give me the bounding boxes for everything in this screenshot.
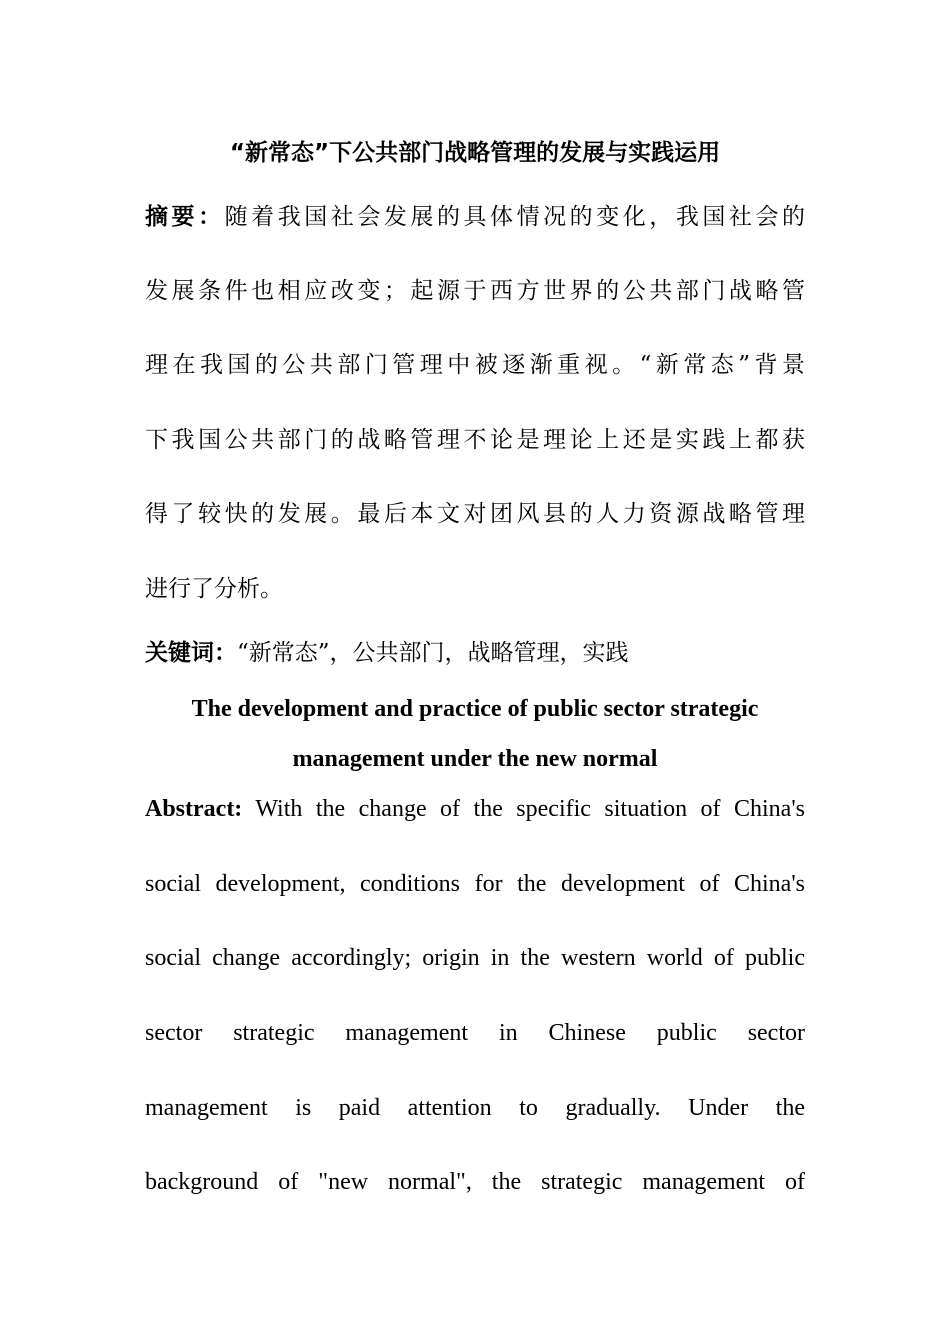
english-abstract-line-5: management is paid attention to gradually. Under the [145,1095,805,1121]
english-title-line-1: The development and practice of public sector strategic [191,696,759,722]
chinese-abstract-label: 摘要： [145,204,225,230]
chinese-abstract-line-6: 进行了分析。 [145,576,283,602]
chinese-abstract-line-4: 下我国公共部门的战略管理不论是理论上还是实践上都获 [145,427,805,453]
chinese-keywords-label: 关键词： [145,640,237,666]
english-abstract-line-2: social development, conditions for the development of China's [145,871,805,897]
chinese-abstract-line-2: 发展条件也相应改变；起源于西方世界的公共部门战略管 [145,278,805,304]
english-abstract-line-4: sector strategic management in Chinese public sector [145,1020,805,1046]
chinese-title: “新常态”下公共部门战略管理的发展与实践运用 [229,140,721,166]
chinese-keywords-text: “新常态”，公共部门，战略管理，实践 [237,640,629,666]
chinese-keywords [145,634,805,667]
english-abstract-line-3: social change accordingly; origin in the western world of public [145,945,805,971]
english-title-line-2: management under the new normal [292,746,658,772]
english-abstract-text: With the change of the specific situation of China's [242,796,805,822]
english-abstract-line-6: background of "new normal", the strategic management of [145,1169,805,1195]
chinese-abstract-text: 随着我国社会发展的具体情况的变化，我国社会的 [224,204,805,230]
english-abstract-line-1 [145,796,805,823]
english-abstract-label: Abstract: [145,796,243,822]
chinese-abstract-line-3: 理在我国的公共部门管理中被逐渐重视。“新常态”背景 [145,352,805,378]
chinese-abstract-line-5: 得了较快的发展。最后本文对团风县的人力资源战略管理 [145,501,805,527]
chinese-abstract-line-1 [145,198,805,231]
